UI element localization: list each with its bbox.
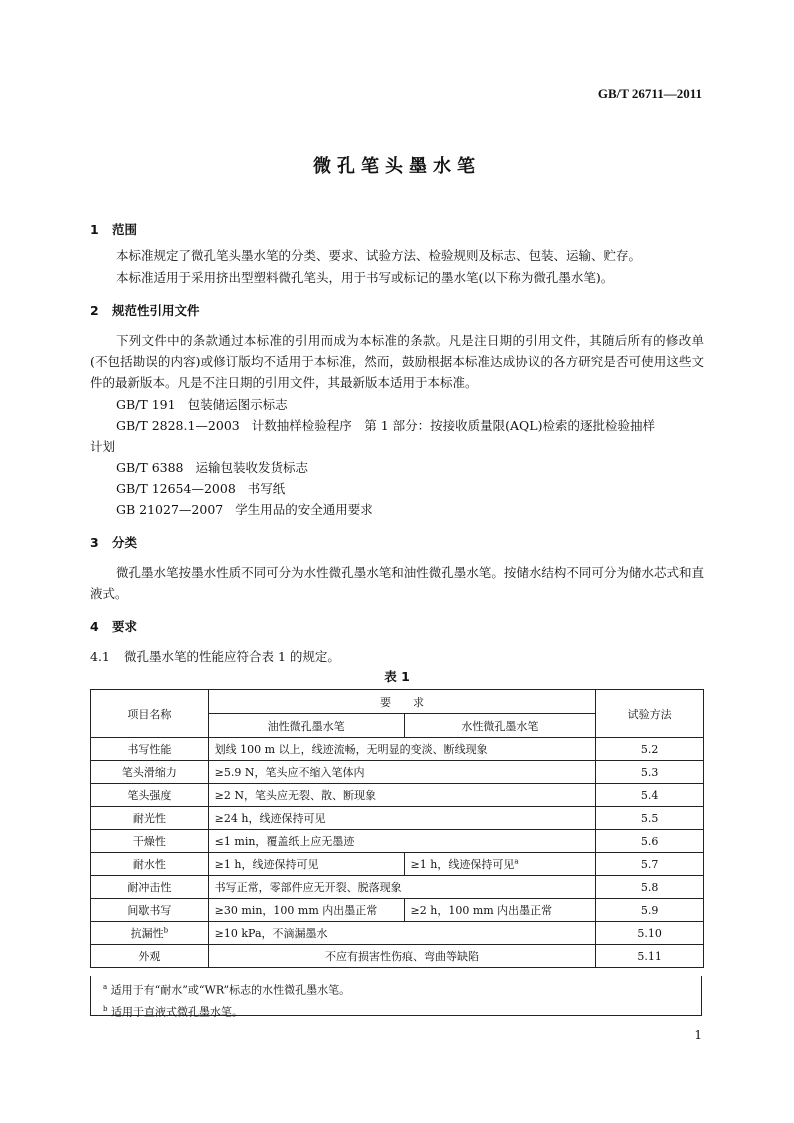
row-requirement: 不应有损害性伤痕、弯曲等缺陷 (208, 945, 596, 968)
row-method: 5.8 (596, 876, 704, 899)
page-number: 1 (694, 1028, 702, 1042)
paragraph: 本标准规定了微孔笔头墨水笔的分类、要求、试验方法、检验规则及标志、包装、运输、贮存。 (116, 248, 642, 263)
standard-number: GB/T 26711—2011 (597, 86, 702, 101)
reference-item (116, 499, 373, 520)
header-requirements: 要 求 (208, 690, 596, 714)
requirement-text: ≥1 h，线迹保持可见 (410, 858, 515, 871)
section-4-heading (90, 617, 137, 635)
row-item: 耐冲击性 (91, 876, 209, 899)
row-requirement: ≥24 h，线迹保持可见 (208, 807, 596, 830)
footnote-ref: b (163, 926, 169, 935)
row-method: 5.2 (596, 738, 704, 761)
document-title: 微孔笔头墨水笔 (313, 156, 481, 177)
table-row (91, 761, 704, 784)
section-title: 规范性引用文件 (112, 303, 200, 318)
section-title: 范围 (112, 222, 138, 237)
header-item: 项目名称 (91, 690, 209, 738)
section-title: 要求 (112, 619, 138, 634)
header-water-pen: 水性微孔墨水笔 (404, 714, 596, 738)
note-text: 适用于直液式微孔墨水笔。 (110, 1005, 243, 1019)
reference-code: GB/T 2828.1—2003 (116, 418, 240, 433)
reference-code: GB 21027—2007 (116, 502, 224, 517)
row-item: 笔头强度 (91, 784, 209, 807)
row-item: 耐光性 (91, 807, 209, 830)
row-item: 书写性能 (91, 738, 209, 761)
row-method: 5.10 (596, 922, 704, 945)
row-method: 5.5 (596, 807, 704, 830)
section-2-heading (90, 301, 200, 319)
row-requirement: ≥5.9 N，笔头应不缩入笔体内 (208, 761, 596, 784)
section-1-heading (90, 220, 137, 238)
reference-continuation: 计划 (90, 439, 116, 454)
clause-4-1 (90, 646, 704, 667)
section-number: 1 (90, 222, 99, 237)
table-note (103, 1000, 701, 1022)
note-mark: a (103, 983, 108, 991)
reference-item (116, 478, 285, 499)
table-row (91, 830, 704, 853)
row-requirement-water (404, 853, 596, 876)
section-number: 3 (90, 535, 99, 550)
row-method: 5.11 (596, 945, 704, 968)
paragraph: 下列文件中的条款通过本标准的引用而成为本标准的条款。凡是注日期的引用文件，其随后所有的修改单(不包括勘误的内容)或修订版均不适用于本标准，然而，鼓励根据本标准达成协议的各方研究是否可使用这些文件的最新版本。凡是不注日期的引用文件，其最新版本适用于本标准。 (90, 333, 704, 390)
row-requirement-oil: ≥30 min，100 mm 内出墨正常 (208, 899, 404, 922)
table-row (91, 945, 704, 968)
footnote-ref: a (514, 857, 519, 866)
paragraph: 微孔墨水笔按墨水性质不同可分为水性微孔墨水笔和油性微孔墨水笔。按储水结构不同可分为储水芯式和直液式。 (90, 565, 704, 601)
row-method: 5.7 (596, 853, 704, 876)
section-number: 4 (90, 619, 99, 634)
clause-number: 4.1 (90, 649, 110, 664)
table-notes (90, 976, 702, 1019)
row-method: 5.4 (596, 784, 704, 807)
reference-title: 书写纸 (247, 481, 286, 496)
row-item: 干燥性 (91, 830, 209, 853)
item-text: 抗漏性 (130, 927, 164, 940)
table-row (91, 784, 704, 807)
row-requirement-water: ≥2 h，100 mm 内出墨正常 (404, 899, 596, 922)
row-requirement: ≥2 N，笔头应无裂、散、断现象 (208, 784, 596, 807)
reference-item (116, 415, 655, 436)
row-item: 外观 (91, 945, 209, 968)
row-requirement-oil: ≥1 h，线迹保持可见 (208, 853, 404, 876)
note-text: 适用于有“耐水”或“WR”标志的水性微孔墨水笔。 (110, 983, 351, 997)
table-row (91, 807, 704, 830)
row-method: 5.3 (596, 761, 704, 784)
requirements-table (90, 689, 704, 968)
reference-title: 包装储运图示标志 (187, 397, 288, 412)
section-3-heading (90, 533, 137, 551)
reference-title: 学生用品的安全通用要求 (235, 502, 373, 517)
table-row (91, 922, 704, 945)
row-item: 间歇书写 (91, 899, 209, 922)
reference-item (116, 457, 308, 478)
table-row (91, 853, 704, 876)
row-item: 笔头滑缩力 (91, 761, 209, 784)
table-row (91, 738, 704, 761)
section-title: 分类 (112, 535, 138, 550)
row-item (91, 922, 209, 945)
row-requirement: 划线 100 m 以上，线迹流畅，无明显的变淡、断线现象 (208, 738, 596, 761)
reference-code: GB/T 12654—2008 (116, 481, 236, 496)
reference-title: 运输包装收发货标志 (195, 460, 309, 475)
table-row (91, 899, 704, 922)
note-mark: b (103, 1004, 108, 1013)
section-number: 2 (90, 303, 99, 318)
table-caption: 表 1 (384, 669, 410, 684)
reference-title: 计数抽样检验程序 第 1 部分：按接收质量限(AQL)检索的逐批检验抽样 (251, 418, 655, 433)
clause-text: 微孔墨水笔的性能应符合表 1 的规定。 (124, 649, 340, 664)
row-method: 5.9 (596, 899, 704, 922)
paragraph: 本标准适用于采用挤出型塑料微孔笔头，用于书写或标记的墨水笔(以下称为微孔墨水笔)。 (116, 270, 614, 285)
row-requirement: ≤1 min，覆盖纸上应无墨迹 (208, 830, 596, 853)
reference-item (116, 394, 288, 415)
row-item: 耐水性 (91, 853, 209, 876)
header-oil-pen: 油性微孔墨水笔 (208, 714, 404, 738)
table-row (91, 876, 704, 899)
header-test-method: 试验方法 (596, 690, 704, 738)
row-requirement: ≥10 kPa，不滴漏墨水 (208, 922, 596, 945)
row-requirement: 书写正常，零部件应无开裂、脱落现象 (208, 876, 596, 899)
reference-code: GB/T 191 (116, 397, 176, 412)
table-note (103, 978, 701, 1000)
reference-code: GB/T 6388 (116, 460, 184, 475)
row-method: 5.6 (596, 830, 704, 853)
